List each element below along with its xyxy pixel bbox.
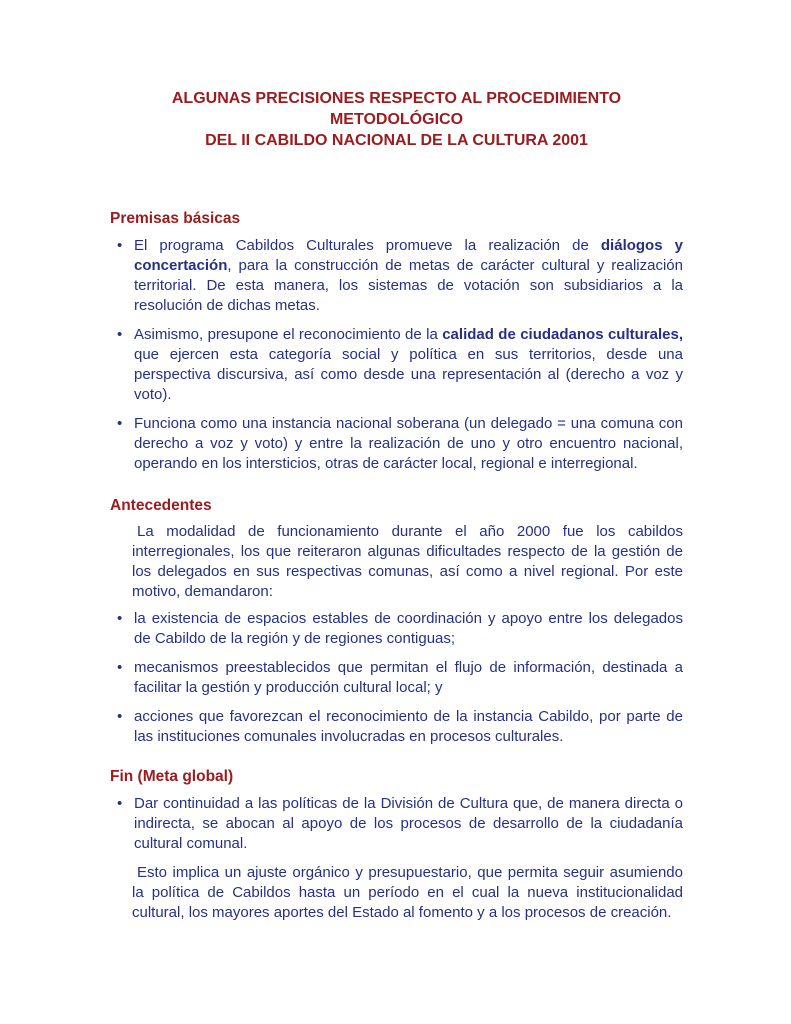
bullet-text: Asimismo, presupone el reconocimiento de la bbox=[134, 326, 443, 343]
section-heading-fin: Fin (Meta global) bbox=[110, 768, 234, 785]
document-title-line-2: DEL II CABILDO NACIONAL DE LA CULTURA 2001 bbox=[205, 132, 588, 149]
section-heading-premisas: Premisas básicas bbox=[110, 210, 241, 227]
antecedentes-bullet-list bbox=[110, 609, 683, 747]
bullet-item bbox=[110, 414, 683, 474]
bullet-item bbox=[110, 236, 683, 316]
bullet-text-bold: diálogos y concertación bbox=[134, 237, 683, 274]
document-title-line-1: ALGUNAS PRECISIONES RESPECTO AL PROCEDIMIENTO METODOLÓGICO bbox=[171, 90, 622, 128]
bullet-item: • mecanismos preestablecidos que permitan el flujo de información, destinada a facilitar la gestión y producción cultural local; y bbox=[110, 658, 683, 698]
bullet-item bbox=[110, 325, 683, 405]
bullet-text: El programa Cabildos Culturales promueve la realización de bbox=[134, 237, 601, 254]
bullet-text: , para la construcción de metas de carácter cultural y realización territorial. De esta manera, los sistemas de votación son subsidiarios a la resolución de dichas metas. bbox=[134, 257, 683, 314]
bullet-text: que ejercen esta categoría social y política en sus territorios, desde una perspectiva discursiva, así como desde una representación al (derecho a voz y voto). bbox=[134, 346, 683, 403]
document-title bbox=[110, 88, 683, 151]
antecedentes-paragraph: La modalidad de funcionamiento durante el año 2000 fue los cabildos interregionales, los que reiteraron algunas dificultades respecto de la gestión de los delegados en sus respectivas comunas, así como a nivel regional. Por este motivo, demandaron: bbox=[132, 523, 683, 600]
bullet-item: • acciones que favorezcan el reconocimiento de la instancia Cabildo, por parte de las instituciones comunales involucradas en procesos culturales. bbox=[110, 707, 683, 747]
bullet-text-bold: calidad de ciudadanos culturales, bbox=[442, 326, 683, 343]
section-heading-antecedentes: Antecedentes bbox=[110, 497, 212, 514]
bullet-text: Funciona como una instancia nacional soberana (un delegado = una comuna con derecho a voz y voto) y entre la realización de uno y otro encuentro nacional, operando en los intersticios, otras de carácter local, regional e interregional. bbox=[134, 415, 683, 472]
bullet-item: • la existencia de espacios estables de coordinación y apoyo entre los delegados de Cabildo de la región y de regiones contiguas; bbox=[110, 609, 683, 649]
fin-paragraph: Esto implica un ajuste orgánico y presupuestario, que permita seguir asumiendo la política de Cabildos hasta un período en el cual la nueva institucionalidad cultural, los mayores aportes del Estado al fomento y a los procesos de creación. bbox=[132, 864, 683, 921]
fin-bullet-list bbox=[110, 794, 683, 854]
section-antecedentes bbox=[110, 496, 683, 747]
section-premisas-basicas bbox=[110, 209, 683, 474]
bullet-item: • Dar continuidad a las políticas de la División de Cultura que, de manera directa o indirecta, se abocan al apoyo de los procesos de desarrollo de la ciudadanía cultural comunal. bbox=[110, 794, 683, 854]
premisas-bullet-list bbox=[110, 236, 683, 474]
section-fin-meta-global bbox=[110, 767, 683, 923]
